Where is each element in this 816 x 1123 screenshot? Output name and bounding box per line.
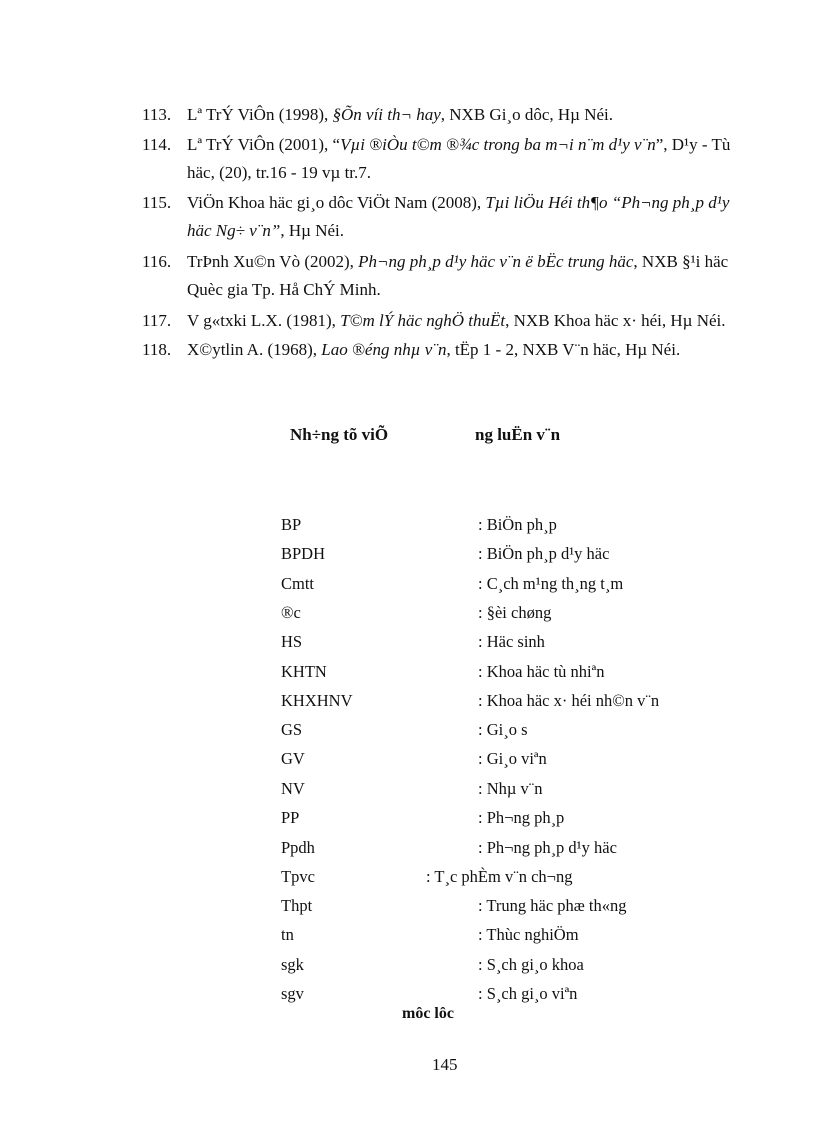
abbreviation-value: : Gi¸o viªn — [478, 749, 547, 768]
reference-item — [142, 336, 742, 364]
abbreviation-key: sgk — [281, 955, 304, 974]
abbreviation-key: sgv — [281, 984, 304, 1003]
abbreviation-key: BP — [281, 515, 302, 534]
abbreviation-value: : C¸ch m¹ng th¸ng t¸m — [478, 574, 624, 593]
ref-title: Ph¬ng ph¸p d¹y häc v¨n ë bËc trung häc — [358, 252, 634, 271]
abbreviation-value: : Trung häc phæ th«ng — [478, 896, 627, 915]
abbreviation-row — [281, 867, 701, 896]
abbreviation-row — [281, 808, 701, 837]
ref-publisher: ”, D¹y - Tù häc, (20), tr.16 - 19 vµ tr.7. — [187, 135, 731, 182]
abbreviation-key: GV — [281, 749, 305, 768]
abbreviation-value: : T¸c phÈm v¨n ch¬ng — [426, 867, 573, 886]
abbreviation-key: tn — [281, 925, 294, 944]
abbreviation-value: : Häc sinh — [478, 632, 545, 651]
reference-item — [142, 131, 742, 187]
abbreviation-key: ®c — [281, 603, 301, 622]
abbreviation-key: KHXHNV — [281, 691, 353, 710]
page-number: 145 — [432, 1055, 458, 1074]
ref-author: V g«txki L.X. (1981), — [187, 311, 341, 330]
ref-title: Lao ®éng nhµ v¨n — [321, 340, 447, 359]
abbreviation-value: : S¸ch gi¸o viªn — [478, 984, 578, 1003]
ref-publisher: , NXB Khoa häc x· héi, Hµ Néi. — [505, 311, 726, 330]
abbreviation-value: : Nhµ v¨n — [478, 779, 543, 798]
abbreviation-row — [281, 896, 701, 925]
ref-title: Vµi ®iÒu t©m ®¾c trong ba m¬i n¨m d¹y v¨n — [340, 135, 656, 154]
abbreviation-row — [281, 603, 701, 632]
reference-text — [187, 336, 742, 364]
abbreviation-row — [281, 544, 701, 573]
abbreviation-value: : Khoa häc x· héi nh©n v¨n — [478, 691, 660, 710]
abbreviation-row — [281, 632, 701, 661]
abbreviation-key: PP — [281, 808, 300, 827]
abbreviation-key: GS — [281, 720, 303, 739]
abbreviation-value: : Ph¬ng ph¸p — [478, 808, 565, 827]
reference-number: 113. — [142, 105, 172, 124]
reference-text — [187, 101, 742, 129]
ref-title: §Õn víi th¬ hay — [332, 105, 441, 124]
ref-author: TrÞnh Xu©n Vò (2002), — [187, 252, 359, 271]
abbreviation-row — [281, 955, 701, 984]
abbreviation-row — [281, 691, 701, 720]
reference-item — [142, 101, 742, 129]
ref-title: Tµi liÖu Héi th¶o “Ph¬ng ph¸p d¹y häc Ng÷ v¨n” — [187, 193, 730, 240]
reference-number: 116. — [142, 252, 172, 271]
reference-text — [187, 248, 742, 304]
abbreviation-value: : S¸ch gi¸o khoa — [478, 955, 584, 974]
reference-item — [142, 307, 742, 335]
abbreviation-key: NV — [281, 779, 305, 798]
abbreviation-row — [281, 515, 701, 544]
reference-number: 114. — [142, 135, 172, 154]
abbreviation-value: : BiÖn ph¸p — [478, 515, 557, 534]
reference-number: 118. — [142, 340, 172, 359]
abbreviation-row — [281, 779, 701, 808]
abbreviation-row — [281, 925, 701, 954]
section-title-part-2: ng luËn v¨n — [475, 425, 561, 444]
abbreviation-value: : §èi chøng — [478, 603, 552, 622]
abbreviation-value: : Ph¬ng ph¸p d¹y häc — [478, 838, 617, 857]
ref-author: X©ytlin A. (1968), — [187, 340, 322, 359]
reference-text — [187, 307, 742, 335]
ref-publisher: , tËp 1 - 2, NXB V¨n häc, Hµ Néi. — [446, 340, 681, 359]
ref-author: Lª TrÝ ViÔn (2001), “ — [187, 135, 341, 154]
abbreviation-row — [281, 749, 701, 778]
ref-author: ViÖn Khoa häc gi¸o dôc ViÖt Nam (2008), — [187, 193, 486, 212]
abbreviation-row — [281, 662, 701, 691]
abbreviation-key: Cmtt — [281, 574, 315, 593]
section-title-part-1: Nh÷ng tõ viÕ — [290, 425, 389, 444]
abbreviation-row — [281, 574, 701, 603]
ref-author: Lª TrÝ ViÔn (1998), — [187, 105, 333, 124]
ref-title: T©m lÝ häc nghÖ thuËt — [340, 311, 506, 330]
abbreviation-key: KHTN — [281, 662, 327, 681]
reference-number: 115. — [142, 193, 172, 212]
abbreviation-key: BPDH — [281, 544, 326, 563]
reference-item — [142, 189, 742, 245]
abbreviation-value: : Thùc nghiÖm — [478, 925, 579, 944]
abbreviation-key: HS — [281, 632, 303, 651]
abbreviation-value: : Khoa häc tù nhiªn — [478, 662, 605, 681]
abbreviation-value: : BiÖn ph¸p d¹y häc — [478, 544, 610, 563]
abbreviation-key: Ppdh — [281, 838, 315, 857]
ref-publisher: , Hµ Néi. — [280, 221, 345, 240]
reference-number: 117. — [142, 311, 172, 330]
reference-text — [187, 131, 742, 187]
abbreviation-key: Thpt — [281, 896, 313, 915]
ref-publisher: , NXB §¹i häc Quèc gia Tp. Hå ChÝ Minh. — [187, 252, 729, 299]
abbreviation-row — [281, 720, 701, 749]
abbreviation-row — [281, 838, 701, 867]
abbreviation-key: Tpvc — [281, 867, 315, 886]
reference-text — [187, 189, 742, 245]
abbreviation-value: : Gi¸o s — [478, 720, 528, 739]
reference-item — [142, 248, 742, 304]
table-of-contents-heading: môc lôc — [402, 1005, 454, 1022]
ref-publisher: , NXB Gi¸o dôc, Hµ Néi. — [440, 105, 613, 124]
abbreviation-row — [281, 984, 701, 1013]
